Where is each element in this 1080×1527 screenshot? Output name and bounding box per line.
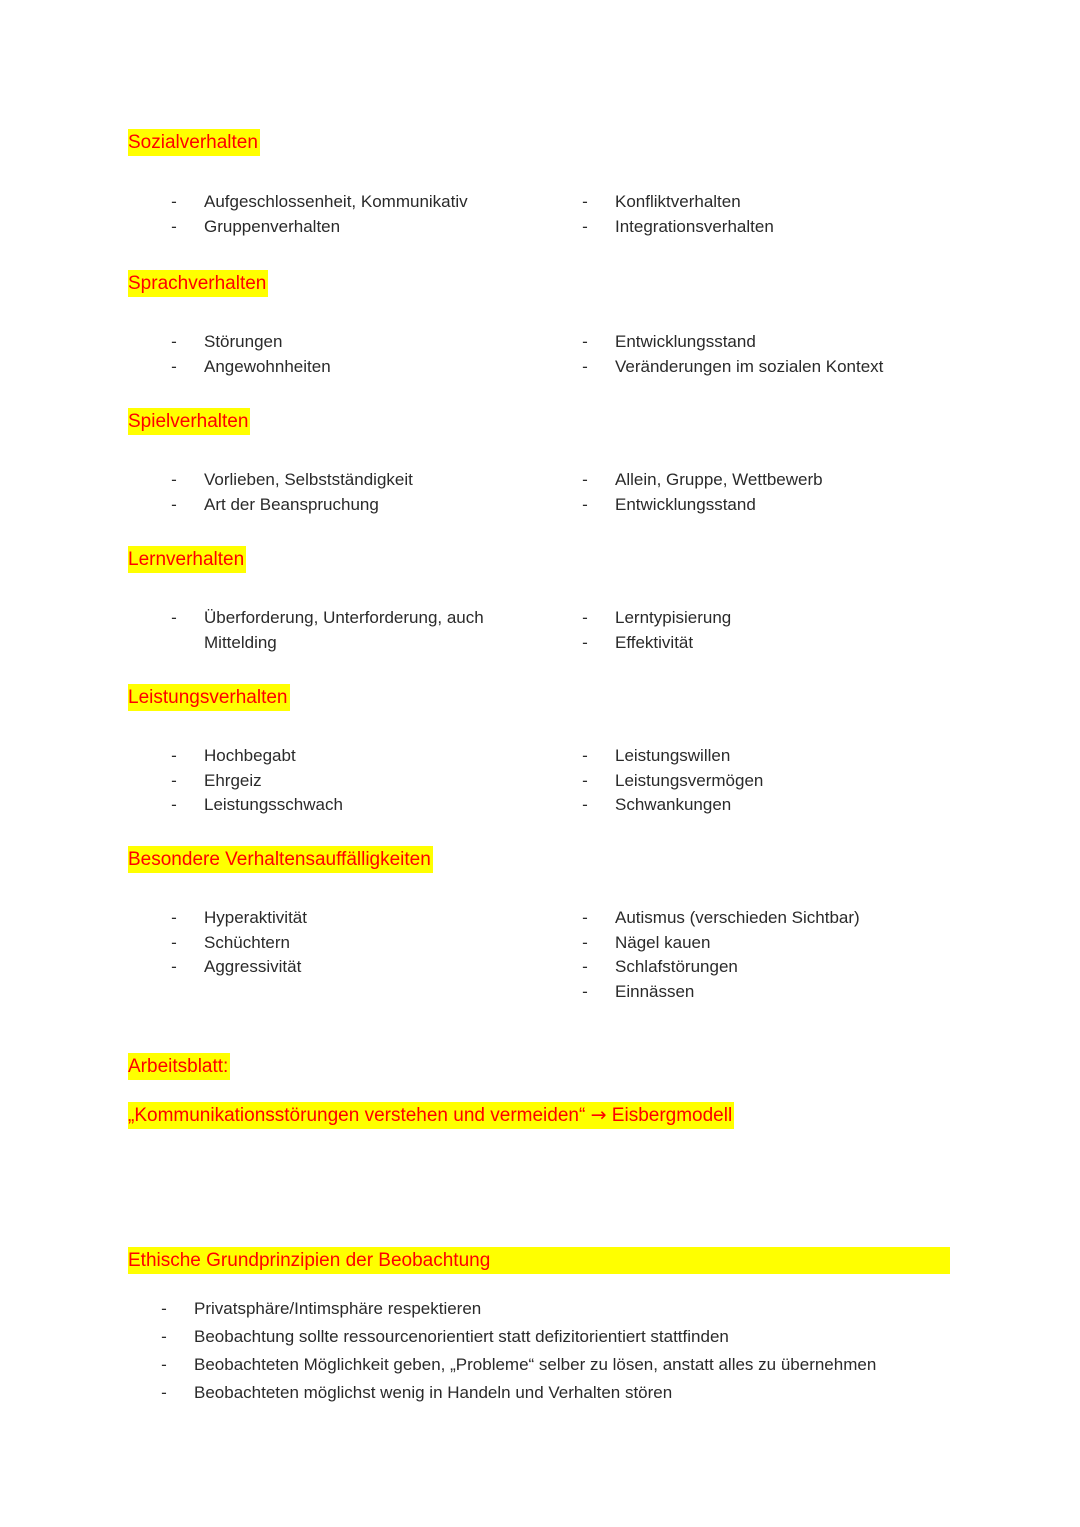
list-item <box>579 931 959 956</box>
bullet-dash: - <box>582 332 588 351</box>
bullet-dash: - <box>582 356 588 376</box>
bullet-dash: - <box>171 192 177 211</box>
bullet-dash: - <box>161 1327 167 1346</box>
list-item-text: Lerntypisierung <box>615 608 732 627</box>
section-heading-ethische-grundprinzipien: Ethische Grundprinzipien der Beobachtung <box>128 1247 950 1274</box>
section-heading-sprachverhalten: Sprachverhalten <box>128 270 268 297</box>
list-item-text: Schüchtern <box>204 932 290 952</box>
bullet-dash: - <box>582 795 588 814</box>
list-item-text: Überforderung, Unterforderung, auch Mittelding <box>204 608 484 652</box>
bullet-dash: - <box>171 770 177 790</box>
worksheet-title-text: „Kommunikationsstörungen verstehen und vermeiden“ <box>128 1105 586 1126</box>
bullet-dash: - <box>582 494 588 514</box>
list-item-text: Konfliktverhalten <box>615 192 741 211</box>
list-item-text: Vorlieben, Selbstständigkeit <box>204 470 413 489</box>
list-item-text: Beobachtung sollte ressourcenorientiert statt defizitorientiert stattfinden <box>194 1327 729 1346</box>
list-item-text: Schwankungen <box>615 795 732 814</box>
list-item <box>579 631 959 656</box>
bullet-dash: - <box>171 932 177 952</box>
list-item <box>168 493 538 518</box>
worksheet-title <box>128 1102 734 1129</box>
sozialverhalten-right-list <box>579 190 959 239</box>
list-item <box>168 606 508 655</box>
bullet-dash: - <box>171 908 177 927</box>
list-item <box>158 1379 958 1407</box>
bullet-dash: - <box>582 192 588 211</box>
bullet-dash: - <box>582 216 588 236</box>
list-item <box>579 468 959 493</box>
list-item <box>579 793 959 818</box>
list-item <box>579 955 959 980</box>
ethics-list <box>158 1295 958 1407</box>
bullet-dash: - <box>171 216 177 236</box>
sozialverhalten-left-list <box>168 190 538 239</box>
list-item <box>579 744 959 769</box>
bullet-dash: - <box>171 957 177 976</box>
lernverhalten-right-list <box>579 606 959 655</box>
list-item-text: Hyperaktivität <box>204 908 307 927</box>
bullet-dash: - <box>582 932 588 952</box>
bullet-dash: - <box>161 1355 167 1374</box>
bullet-dash: - <box>161 1383 167 1402</box>
list-item <box>168 330 538 355</box>
list-item <box>168 769 538 794</box>
bullet-dash: - <box>171 608 177 627</box>
bullet-dash: - <box>171 494 177 514</box>
spielverhalten-right-list <box>579 468 959 517</box>
list-item-text: Veränderungen im sozialen Kontext <box>615 356 884 376</box>
list-item-text: Störungen <box>204 332 283 351</box>
list-item <box>168 190 538 215</box>
bullet-dash: - <box>171 470 177 489</box>
list-item <box>168 744 538 769</box>
bullet-dash: - <box>161 1299 167 1318</box>
bullet-dash: - <box>582 746 588 765</box>
list-item-text: Autismus (verschieden Sichtbar) <box>615 908 860 927</box>
list-item <box>579 493 959 518</box>
list-item-text: Entwicklungsstand <box>615 332 756 351</box>
list-item-text: Privatsphäre/Intimsphäre respektieren <box>194 1299 482 1318</box>
list-item-text: Effektivität <box>615 632 694 652</box>
bullet-dash: - <box>582 470 588 489</box>
bullet-dash: - <box>171 746 177 765</box>
list-item <box>579 215 959 240</box>
worksheet-target: Eisbergmodell <box>611 1105 733 1126</box>
list-item-text: Gruppenverhalten <box>204 216 341 236</box>
bullet-dash: - <box>171 795 177 814</box>
list-item-text: Leistungsschwach <box>204 795 343 814</box>
sprachverhalten-left-list <box>168 330 538 379</box>
list-item <box>579 355 959 380</box>
sprachverhalten-right-list <box>579 330 959 379</box>
list-item <box>158 1323 958 1351</box>
list-item-text: Aufgeschlossenheit, Kommunikativ <box>204 192 468 211</box>
list-item <box>579 906 959 931</box>
bullet-dash: - <box>582 957 588 976</box>
list-item <box>168 468 538 493</box>
list-item <box>168 955 538 980</box>
arrow-right-icon: → <box>590 1104 607 1126</box>
verhaltensauffaelligkeiten-left-list <box>168 906 538 980</box>
worksheet-label: Arbeitsblatt: <box>128 1053 230 1080</box>
list-item <box>579 190 959 215</box>
list-item-text: Nägel kauen <box>615 932 711 952</box>
verhaltensauffaelligkeiten-right-list <box>579 906 959 1004</box>
list-item <box>168 793 538 818</box>
list-item-text: Leistungsvermögen <box>615 770 764 790</box>
list-item <box>158 1295 958 1323</box>
list-item <box>168 931 538 956</box>
list-item <box>579 330 959 355</box>
section-heading-lernverhalten: Lernverhalten <box>128 546 246 573</box>
list-item <box>579 769 959 794</box>
bullet-dash: - <box>582 908 588 927</box>
list-item <box>579 980 959 1005</box>
section-heading-besondere-verhaltensauffaelligkeiten: Besondere Verhaltensauffälligkeiten <box>128 846 433 873</box>
list-item-text: Leistungswillen <box>615 746 731 765</box>
list-item-text: Hochbegabt <box>204 746 296 765</box>
list-item-text: Entwicklungsstand <box>615 494 756 514</box>
list-item <box>168 906 538 931</box>
list-item <box>168 215 538 240</box>
bullet-dash: - <box>582 632 588 652</box>
section-heading-leistungsverhalten: Leistungsverhalten <box>128 684 290 711</box>
list-item-text: Angewohnheiten <box>204 356 331 376</box>
leistungsverhalten-left-list <box>168 744 538 818</box>
list-item-text: Aggressivität <box>204 957 302 976</box>
list-item-text: Allein, Gruppe, Wettbewerb <box>615 470 823 489</box>
bullet-dash: - <box>582 770 588 790</box>
list-item-text: Beobachteten möglichst wenig in Handeln und Verhalten stören <box>194 1383 673 1402</box>
list-item-text: Art der Beanspruchung <box>204 494 379 514</box>
list-item <box>579 606 959 631</box>
section-heading-sozialverhalten: Sozialverhalten <box>128 129 260 156</box>
list-item-text: Ehrgeiz <box>204 770 262 790</box>
list-item <box>158 1351 958 1379</box>
bullet-dash: - <box>582 608 588 627</box>
list-item-text: Einnässen <box>615 981 695 1001</box>
lernverhalten-left-list <box>168 606 508 655</box>
list-item-text: Integrationsverhalten <box>615 216 774 236</box>
list-item-text: Schlafstörungen <box>615 957 738 976</box>
section-heading-spielverhalten: Spielverhalten <box>128 408 250 435</box>
list-item-text: Beobachteten Möglichkeit geben, „Probleme“ selber zu lösen, anstatt alles zu übernehmen <box>194 1355 877 1374</box>
list-item <box>168 355 538 380</box>
bullet-dash: - <box>171 356 177 376</box>
bullet-dash: - <box>582 981 588 1001</box>
bullet-dash: - <box>171 332 177 351</box>
leistungsverhalten-right-list <box>579 744 959 818</box>
spielverhalten-left-list <box>168 468 538 517</box>
